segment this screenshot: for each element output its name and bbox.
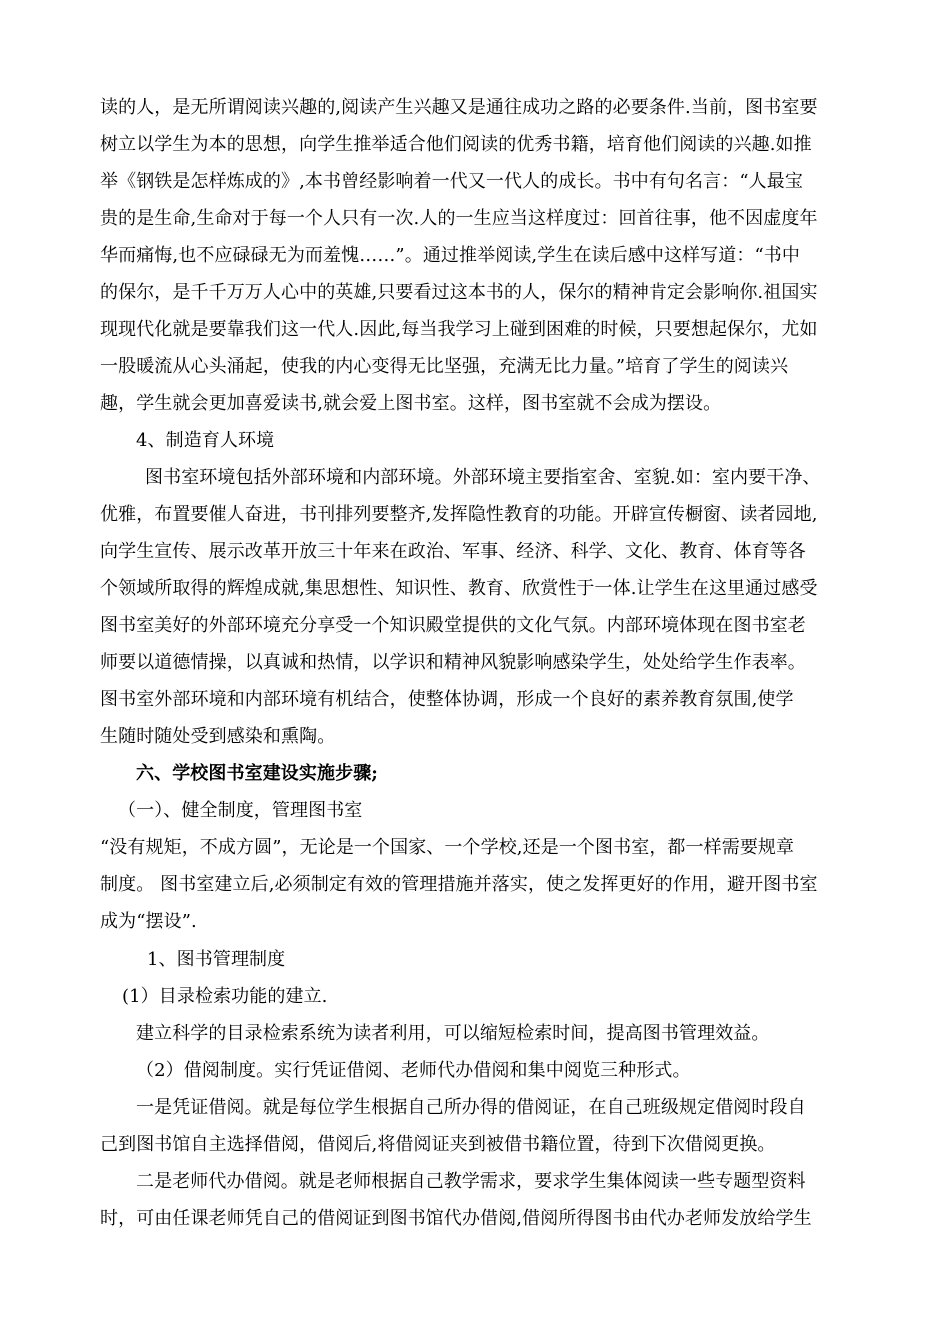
para4-line: 建立科学的目录检索系统为读者利用，可以缩短检索时间，提高图书管理效益。 [136, 1023, 770, 1044]
para1-line-4: 贵的是生命,生命对于每一个人只有一次.人的一生应当这样度过：回首往事，他不因虚度年 [100, 208, 818, 229]
para1-line-3: 举《钢铁是怎样炼成的》,本书曾经影响着一代又一代人的成长。书中有句名言：“人最宝 [100, 171, 803, 192]
para1-line-5: 华而痛悔,也不应碌碌无为而羞愧……”。通过推举阅读,学生在读后感中这样写道：“书中 [100, 245, 800, 266]
para2-line-4: 个领域所取得的辉煌成就,集思想性、知识性、教育、欣赏性于一体.让学生在这里通过感受 [100, 578, 818, 599]
para2-line-5: 图书室美好的外部环境充分享受一个知识殿堂提供的文化气氛。内部环境体现在图书室老 [100, 615, 806, 636]
para1-line-2: 树立以学生为本的思想，向学生推举适合他们阅读的优秀书籍，培育他们阅读的兴趣.如推 [100, 134, 812, 155]
item-2-heading: （2）借阅制度。实行凭证借阅、老师代办借阅和集中阅览三种形式。 [136, 1060, 691, 1081]
para3-line-3: 成为“摆设”. [100, 911, 197, 932]
para3-line-1: “没有规矩，不成方圆”，无论是一个国家、一个学校,还是一个图书室，都一样需要规章 [100, 837, 795, 858]
para1-line-7: 现现代化就是要靠我们这一代人.因此,每当我学习上碰到困难的时候，只要想起保尔，尤如 [100, 319, 818, 340]
subsection-1-heading: （一）、健全制度，管理图书室 [118, 800, 363, 821]
para2-line-1: 图书室环境包括外部环境和内部环境。外部环境主要指室舍、室貌.如：室内要干净、 [145, 467, 821, 488]
para5-line-2: 己到图书馆自主选择借阅，借阅后,将借阅证夹到被借书籍位置，待到下次借阅更换。 [100, 1134, 776, 1155]
para1-line-9: 趣，学生就会更加喜爱读书,就会爱上图书室。这样，图书室就不会成为摆设。 [100, 393, 722, 414]
section-6-heading: 六、学校图书室建设实施步骤; [136, 763, 379, 784]
para3-line-2: 制度。 图书室建立后,必须制定有效的管理措施并落实，使之发挥更好的作用，避开图书室 [100, 874, 818, 895]
heading-4: 4、制造育人环境 [136, 430, 275, 451]
para1-line-1: 读的人，是无所谓阅读兴趣的,阅读产生兴趣又是通往成功之路的必要条件.当前，图书室要 [100, 97, 818, 118]
item-1-heading: 1、图书管理制度 [147, 949, 286, 970]
para2-line-6: 师要以道德情操，以真诚和热情，以学识和精神风貌影响感染学生，处处给学生作表率。 [100, 652, 806, 673]
para2-line-3: 向学生宣传、展示改革开放三十年来在政治、军事、经济、科学、文化、教育、体育等各 [100, 541, 806, 562]
item-1a-heading: (1）目录检索功能的建立. [122, 986, 328, 1007]
para2-line-7: 图书室外部环境和内部环境有机结合，使整体协调，形成一个良好的素养教育氛围,使学 [100, 689, 794, 710]
para5-line-1: 一是凭证借阅。就是每位学生根据自己所办得的借阅证，在自己班级规定借阅时段自 [136, 1097, 806, 1118]
para1-line-6: 的保尔，是千千万万人心中的英雄,只要看过这本书的人，保尔的精神肯定会影响你.祖国实 [100, 282, 818, 303]
para6-line-2: 时，可由任课老师凭自己的借阅证到图书馆代办借阅,借阅所得图书由代办老师发放给学生 [100, 1208, 812, 1229]
para1-line-8: 一股暖流从心头涌起，使我的内心变得无比坚强，充满无比力量。”培育了学生的阅读兴 [100, 356, 789, 377]
para6-line-1: 二是老师代办借阅。就是老师根据自己教学需求，要求学生集体阅读一些专题型资料 [136, 1171, 806, 1192]
para2-line-8: 生随时随处受到感染和熏陶。 [100, 726, 336, 747]
para2-line-2: 优雅，布置要催人奋进，书刊排列要整齐,发挥隐性教育的功能。开辟宣传橱窗、读者园地, [100, 504, 818, 525]
